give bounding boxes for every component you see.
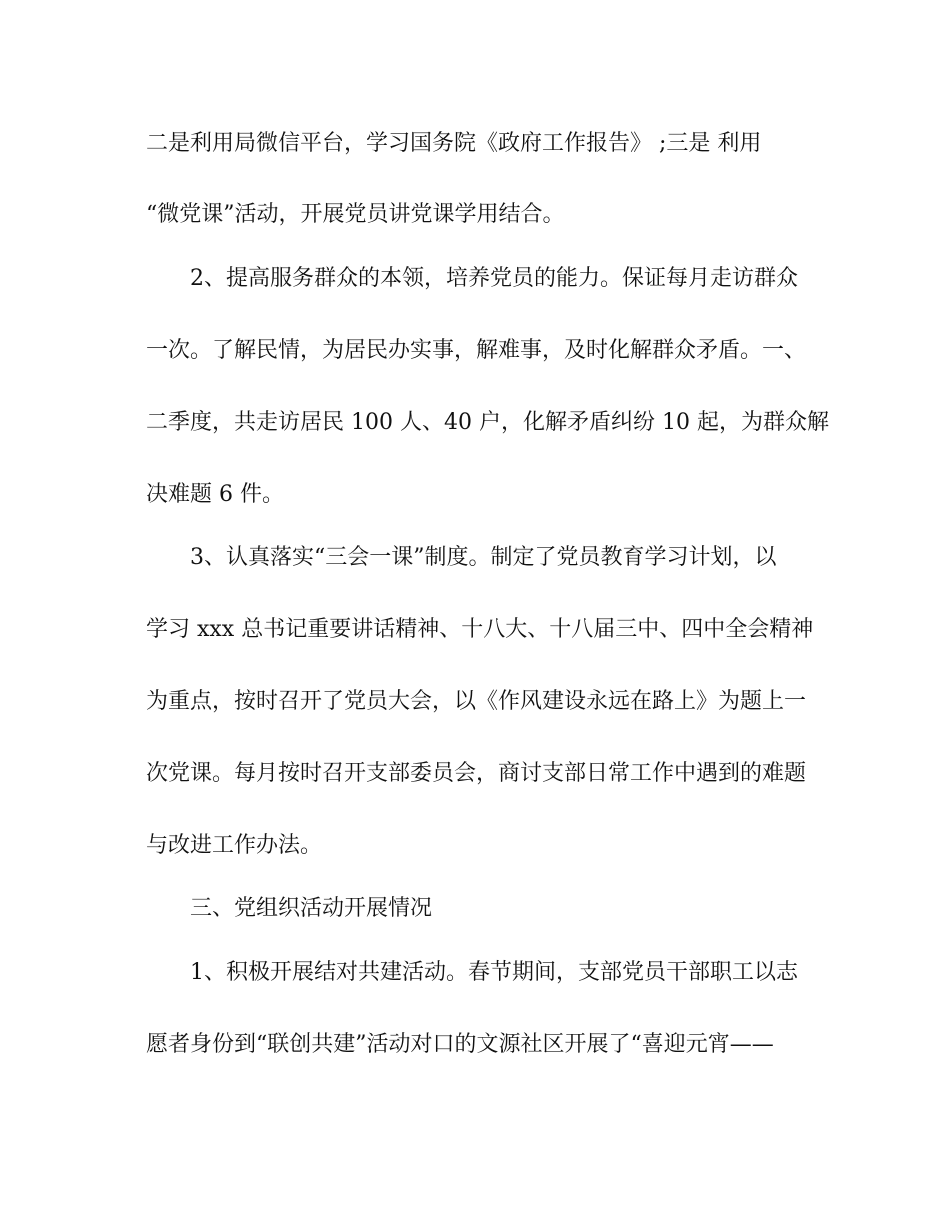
paragraph-start-line: 3、认真落实“三会一课”制度。制定了党员教育学习计划，以 — [190, 545, 777, 570]
text-line: 次党课。每月按时召开支部委员会，商讨支部日常工作中遇到的难题 — [146, 761, 807, 786]
text-line: 一次。了解民情，为居民办实事，解难事，及时化解群众矛盾。一、 — [146, 338, 807, 363]
text-line: 愿者身份到“联创共建”活动对口的文源社区开展了“喜迎元宵—— — [146, 1032, 774, 1057]
text-line: 二季度，共走访居民 100 人、40 户，化解矛盾纠纷 10 起，为群众解 — [146, 410, 829, 435]
paragraph-start-line: 1、积极开展结对共建活动。春节期间，支部党员干部职工以志 — [190, 960, 798, 985]
section-heading: 三、党组织活动开展情况 — [190, 896, 433, 921]
text-line: 二是利用局微信平台，学习国务院《政府工作报告》 ;三是 利用 — [146, 131, 762, 156]
text-line: 与改进工作办法。 — [146, 833, 323, 858]
text-line: 学习 xxx 总书记重要讲话精神、十八大、十八届三中、四中全会精神 — [146, 617, 814, 642]
text-line: “微党课”活动，开展党员讲党课学用结合。 — [146, 202, 565, 227]
paragraph-start-line: 2、提高服务群众的本领，培养党员的能力。保证每月走访群众 — [190, 266, 798, 291]
text-line: 为重点，按时召开了党员大会，以《作风建设永远在路上》为题上一 — [146, 689, 807, 714]
text-line: 决难题 6 件。 — [146, 482, 284, 507]
